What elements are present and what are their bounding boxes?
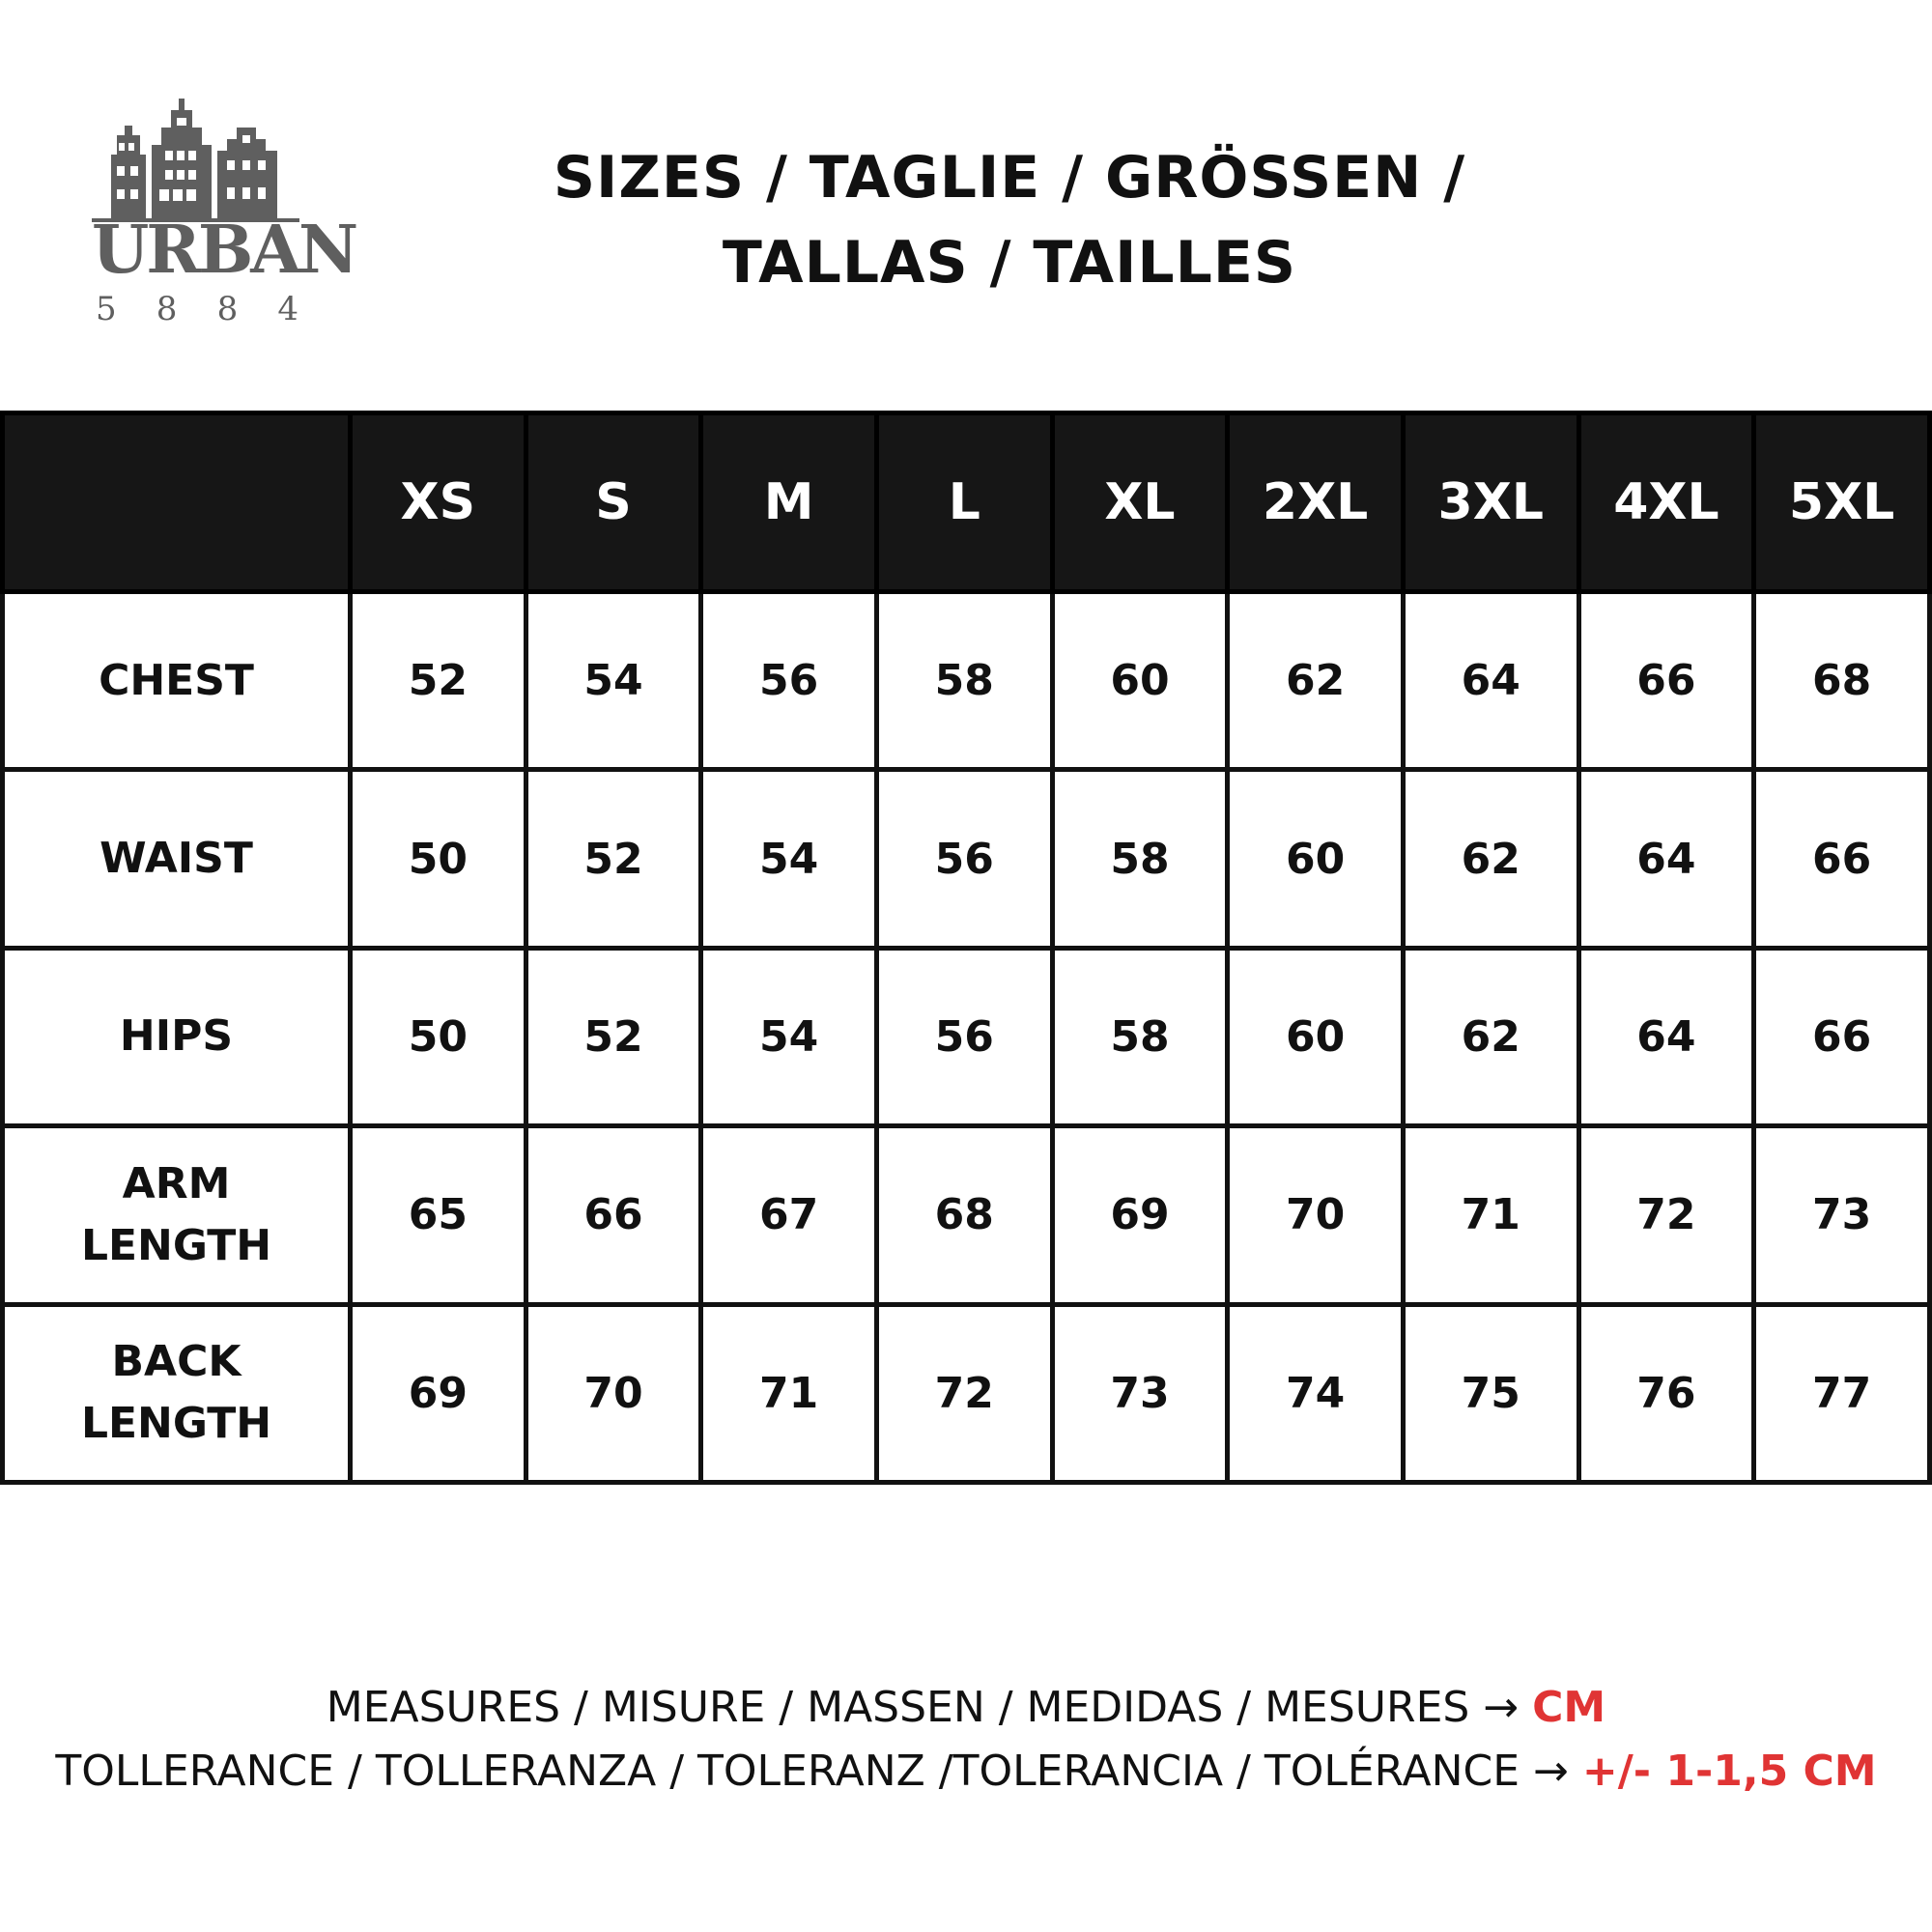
table-cell: 54 xyxy=(701,948,877,1125)
table-cell: 54 xyxy=(526,592,701,770)
row-label: WAIST xyxy=(3,770,351,948)
table-cell: 77 xyxy=(1754,1304,1930,1482)
table-cell: 56 xyxy=(701,592,877,770)
table-cell: 66 xyxy=(1578,592,1754,770)
table-cell: 68 xyxy=(876,1126,1052,1304)
table-cell: 73 xyxy=(1052,1304,1228,1482)
title-line-2: TALLAS / TAILLES xyxy=(722,229,1297,297)
table-cell: 58 xyxy=(1052,948,1228,1125)
table-cell: 52 xyxy=(526,770,701,948)
tolerance-value: +/- 1-1,5 CM xyxy=(1581,1747,1877,1796)
table-row-waist xyxy=(3,770,1930,948)
table-cell: 72 xyxy=(876,1304,1052,1482)
row-label: CHEST xyxy=(3,592,351,770)
measures-unit: CM xyxy=(1532,1683,1606,1732)
table-cell: 70 xyxy=(1228,1126,1404,1304)
header-corner-cell xyxy=(3,413,351,592)
table-cell: 58 xyxy=(1052,770,1228,948)
footer-notes xyxy=(0,1676,1932,1804)
table-cell: 72 xyxy=(1578,1126,1754,1304)
table-cell: 58 xyxy=(876,592,1052,770)
table-cell: 64 xyxy=(1578,948,1754,1125)
table-cell: 67 xyxy=(701,1126,877,1304)
table-cell: 66 xyxy=(526,1126,701,1304)
table-cell: 50 xyxy=(351,948,526,1125)
table-row-hips xyxy=(3,948,1930,1125)
header-size-xs: XS xyxy=(351,413,526,592)
table-cell: 66 xyxy=(1754,770,1930,948)
header-size-m: M xyxy=(701,413,877,592)
header-size-2xl: 2XL xyxy=(1228,413,1404,592)
page-title xyxy=(415,135,1604,305)
table-cell: 62 xyxy=(1403,770,1578,948)
table-cell: 54 xyxy=(701,770,877,948)
row-label: ARM LENGTH xyxy=(3,1126,351,1304)
table-cell: 62 xyxy=(1403,948,1578,1125)
measures-line xyxy=(0,1676,1932,1740)
table-cell: 60 xyxy=(1052,592,1228,770)
logo-number xyxy=(96,290,298,328)
header-size-4xl: 4XL xyxy=(1578,413,1754,592)
table-cell: 71 xyxy=(1403,1126,1578,1304)
logo-digit: 8 xyxy=(156,290,178,328)
table-cell: 52 xyxy=(351,592,526,770)
logo-wordmark: URBAN xyxy=(92,212,356,289)
logo-digit: 4 xyxy=(277,290,298,328)
title-line-1: SIZES / TAGLIE / GRÖSSEN / xyxy=(553,144,1466,212)
row-label: HIPS xyxy=(3,948,351,1125)
brand-logo xyxy=(92,97,356,328)
table-cell: 56 xyxy=(876,770,1052,948)
table-cell: 64 xyxy=(1403,592,1578,770)
table-cell: 66 xyxy=(1754,948,1930,1125)
table-row-chest xyxy=(3,592,1930,770)
table-cell: 76 xyxy=(1578,1304,1754,1482)
measures-text: MEASURES / MISURE / MASSEN / MEDIDAS / MESURES → xyxy=(326,1683,1533,1732)
table-cell: 60 xyxy=(1228,948,1404,1125)
table-cell: 68 xyxy=(1754,592,1930,770)
table-cell: 74 xyxy=(1228,1304,1404,1482)
table-cell: 62 xyxy=(1228,592,1404,770)
table-cell: 73 xyxy=(1754,1126,1930,1304)
header-size-5xl: 5XL xyxy=(1754,413,1930,592)
size-chart-table xyxy=(0,411,1932,1485)
table-cell: 75 xyxy=(1403,1304,1578,1482)
table-row-arm-length xyxy=(3,1126,1930,1304)
table-cell: 69 xyxy=(1052,1126,1228,1304)
tolerance-text: TOLLERANCE / TOLLERANZA / TOLERANZ /TOLERANCIA / TOLÉRANCE → xyxy=(55,1747,1582,1796)
header-size-3xl: 3XL xyxy=(1403,413,1578,592)
table-header-row xyxy=(3,413,1930,592)
header-size-xl: XL xyxy=(1052,413,1228,592)
table-cell: 71 xyxy=(701,1304,877,1482)
header-size-s: S xyxy=(526,413,701,592)
table-row-back-length xyxy=(3,1304,1930,1482)
tolerance-line xyxy=(0,1740,1932,1804)
header-size-l: L xyxy=(876,413,1052,592)
table-cell: 60 xyxy=(1228,770,1404,948)
table-cell: 70 xyxy=(526,1304,701,1482)
logo-digit: 5 xyxy=(96,290,117,328)
row-label: BACK LENGTH xyxy=(3,1304,351,1482)
table-cell: 56 xyxy=(876,948,1052,1125)
logo-digit: 8 xyxy=(216,290,239,328)
townhouses-icon xyxy=(92,97,299,222)
table-cell: 52 xyxy=(526,948,701,1125)
table-cell: 50 xyxy=(351,770,526,948)
table-cell: 64 xyxy=(1578,770,1754,948)
table-cell: 65 xyxy=(351,1126,526,1304)
table-cell: 69 xyxy=(351,1304,526,1482)
